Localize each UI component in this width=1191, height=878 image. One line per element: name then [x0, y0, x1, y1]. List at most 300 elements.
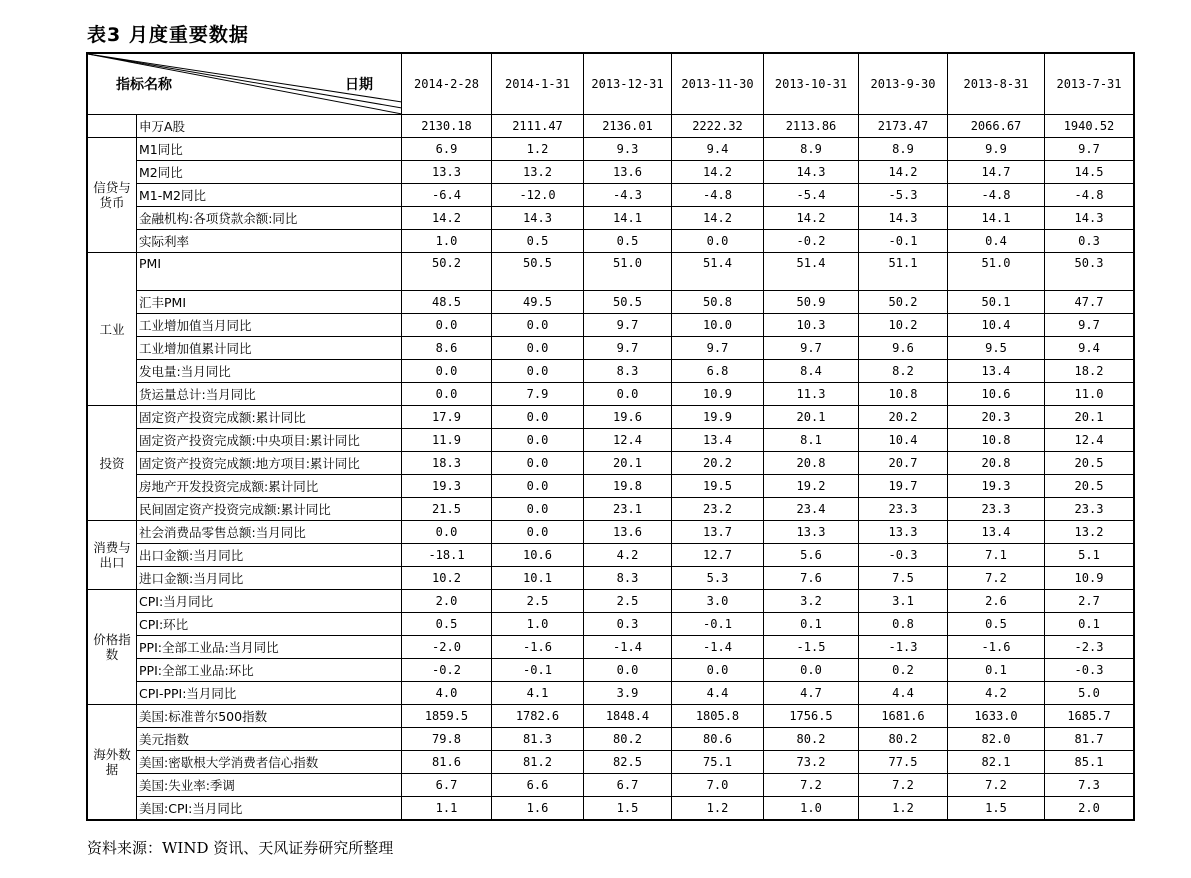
value-cell: 77.5: [859, 751, 948, 774]
value-cell: 14.3: [764, 161, 859, 184]
indicator-name-label: 指标名称: [116, 77, 172, 93]
value-cell: 51.4: [764, 253, 859, 291]
indicator-name-cell: 货运量总计:当月同比: [137, 383, 402, 406]
value-cell: 10.2: [859, 314, 948, 337]
value-cell: 20.5: [1045, 475, 1134, 498]
indicator-name-cell: PMI: [137, 253, 402, 291]
value-cell: 1.2: [859, 797, 948, 820]
indicator-name-cell: CPI:环比: [137, 613, 402, 636]
indicator-name-cell: 美国:失业率:季调: [137, 774, 402, 797]
value-cell: 82.1: [948, 751, 1045, 774]
value-cell: 8.1: [764, 429, 859, 452]
value-cell: 0.0: [492, 498, 584, 521]
value-cell: 50.1: [948, 291, 1045, 314]
value-cell: 82.0: [948, 728, 1045, 751]
value-cell: 1.5: [948, 797, 1045, 820]
value-cell: 8.9: [859, 138, 948, 161]
value-cell: 50.2: [402, 253, 492, 291]
value-cell: 85.1: [1045, 751, 1134, 774]
value-cell: 1.0: [402, 230, 492, 253]
value-cell: 1848.4: [584, 705, 672, 728]
value-cell: 20.5: [1045, 452, 1134, 475]
value-cell: -4.3: [584, 184, 672, 207]
table-row: [88, 383, 1134, 406]
value-cell: 19.8: [584, 475, 672, 498]
value-cell: 0.5: [948, 613, 1045, 636]
date-header: 2013-7-31: [1045, 54, 1134, 115]
value-cell: 1859.5: [402, 705, 492, 728]
indicator-name-cell: 工业增加值当月同比: [137, 314, 402, 337]
value-cell: 1681.6: [859, 705, 948, 728]
value-cell: 80.2: [764, 728, 859, 751]
category-cell: 工业: [88, 253, 137, 406]
value-cell: 1.0: [764, 797, 859, 820]
value-cell: 6.9: [402, 138, 492, 161]
table-row: [88, 115, 1134, 138]
value-cell: 13.3: [859, 521, 948, 544]
indicator-name-cell: 美国:标准普尔500指数: [137, 705, 402, 728]
indicator-name-cell: M1同比: [137, 138, 402, 161]
indicator-name-cell: 美元指数: [137, 728, 402, 751]
indicator-name-cell: 进口金额:当月同比: [137, 567, 402, 590]
value-cell: 82.5: [584, 751, 672, 774]
value-cell: 14.2: [764, 207, 859, 230]
value-cell: 9.7: [764, 337, 859, 360]
indicator-name-cell: PPI:全部工业品:环比: [137, 659, 402, 682]
value-cell: 13.2: [492, 161, 584, 184]
value-cell: -0.1: [492, 659, 584, 682]
value-cell: 0.0: [672, 659, 764, 682]
value-cell: 10.3: [764, 314, 859, 337]
value-cell: 2.7: [1045, 590, 1134, 613]
value-cell: 81.3: [492, 728, 584, 751]
value-cell: 1.5: [584, 797, 672, 820]
indicator-name-cell: 社会消费品零售总额:当月同比: [137, 521, 402, 544]
value-cell: 13.4: [948, 360, 1045, 383]
value-cell: 51.4: [672, 253, 764, 291]
value-cell: 14.7: [948, 161, 1045, 184]
value-cell: 7.2: [764, 774, 859, 797]
value-cell: 10.6: [948, 383, 1045, 406]
table-row: [88, 613, 1134, 636]
value-cell: 7.1: [948, 544, 1045, 567]
value-cell: 9.4: [1045, 337, 1134, 360]
value-cell: 14.1: [584, 207, 672, 230]
table-row: [88, 314, 1134, 337]
value-cell: 23.4: [764, 498, 859, 521]
value-cell: 0.0: [492, 360, 584, 383]
value-cell: 2113.86: [764, 115, 859, 138]
indicator-name-cell: 金融机构:各项贷款余额:同比: [137, 207, 402, 230]
table-row: [88, 230, 1134, 253]
value-cell: 10.6: [492, 544, 584, 567]
value-cell: 7.9: [492, 383, 584, 406]
value-cell: 23.1: [584, 498, 672, 521]
date-header: 2013-12-31: [584, 54, 672, 115]
value-cell: 8.9: [764, 138, 859, 161]
table-row: [88, 291, 1134, 314]
value-cell: 3.1: [859, 590, 948, 613]
value-cell: -12.0: [492, 184, 584, 207]
value-cell: 19.7: [859, 475, 948, 498]
value-cell: 14.2: [859, 161, 948, 184]
value-cell: 2136.01: [584, 115, 672, 138]
indicator-name-cell: 出口金额:当月同比: [137, 544, 402, 567]
value-cell: 0.0: [402, 383, 492, 406]
table-row: [88, 475, 1134, 498]
value-cell: 81.7: [1045, 728, 1134, 751]
value-cell: 4.4: [859, 682, 948, 705]
value-cell: 19.2: [764, 475, 859, 498]
indicator-name-cell: 美国:CPI:当月同比: [137, 797, 402, 820]
value-cell: 2111.47: [492, 115, 584, 138]
value-cell: 19.9: [672, 406, 764, 429]
indicator-name-cell: 民间固定资产投资完成额:累计同比: [137, 498, 402, 521]
value-cell: 13.6: [584, 521, 672, 544]
value-cell: 9.9: [948, 138, 1045, 161]
table-row: [88, 544, 1134, 567]
value-cell: 11.3: [764, 383, 859, 406]
value-cell: 0.1: [1045, 613, 1134, 636]
value-cell: 7.3: [1045, 774, 1134, 797]
value-cell: 1633.0: [948, 705, 1045, 728]
value-cell: 0.0: [764, 659, 859, 682]
indicator-name-cell: 工业增加值累计同比: [137, 337, 402, 360]
indicator-name-cell: 固定资产投资完成额:累计同比: [137, 406, 402, 429]
value-cell: 4.2: [584, 544, 672, 567]
value-cell: 20.8: [948, 452, 1045, 475]
indicator-name-cell: 实际利率: [137, 230, 402, 253]
value-cell: 2130.18: [402, 115, 492, 138]
indicator-name-cell: CPI:当月同比: [137, 590, 402, 613]
value-cell: 9.7: [672, 337, 764, 360]
value-cell: 14.3: [492, 207, 584, 230]
value-cell: 10.4: [948, 314, 1045, 337]
value-cell: 20.1: [1045, 406, 1134, 429]
value-cell: 19.6: [584, 406, 672, 429]
value-cell: 11.0: [1045, 383, 1134, 406]
value-cell: 5.3: [672, 567, 764, 590]
table-row: [88, 138, 1134, 161]
value-cell: 7.0: [672, 774, 764, 797]
value-cell: 0.0: [672, 230, 764, 253]
value-cell: 1940.52: [1045, 115, 1134, 138]
value-cell: 14.2: [672, 161, 764, 184]
value-cell: -2.0: [402, 636, 492, 659]
indicator-name-cell: 房地产开发投资完成额:累计同比: [137, 475, 402, 498]
table-row: [88, 406, 1134, 429]
value-cell: 10.8: [948, 429, 1045, 452]
table-row: [88, 682, 1134, 705]
value-cell: 1685.7: [1045, 705, 1134, 728]
indicator-name-cell: 美国:密歇根大学消费者信心指数: [137, 751, 402, 774]
value-cell: 7.2: [948, 774, 1045, 797]
value-cell: 9.6: [859, 337, 948, 360]
date-header: 2013-11-30: [672, 54, 764, 115]
value-cell: -18.1: [402, 544, 492, 567]
value-cell: 10.0: [672, 314, 764, 337]
value-cell: 7.2: [948, 567, 1045, 590]
value-cell: 0.0: [492, 452, 584, 475]
table-row: [88, 636, 1134, 659]
indicator-name-cell: M1-M2同比: [137, 184, 402, 207]
table-row: [88, 360, 1134, 383]
indicator-name-cell: PPI:全部工业品:当月同比: [137, 636, 402, 659]
value-cell: 20.1: [764, 406, 859, 429]
date-header: 2013-10-31: [764, 54, 859, 115]
value-cell: 0.0: [584, 383, 672, 406]
table-row: [88, 567, 1134, 590]
value-cell: 50.9: [764, 291, 859, 314]
value-cell: 0.5: [492, 230, 584, 253]
value-cell: 81.6: [402, 751, 492, 774]
value-cell: 1756.5: [764, 705, 859, 728]
value-cell: 9.7: [1045, 138, 1134, 161]
value-cell: 0.0: [402, 314, 492, 337]
value-cell: 20.2: [859, 406, 948, 429]
value-cell: 49.5: [492, 291, 584, 314]
value-cell: 1.2: [672, 797, 764, 820]
value-cell: 1805.8: [672, 705, 764, 728]
monthly-data-table: [87, 53, 1134, 820]
value-cell: 23.3: [1045, 498, 1134, 521]
value-cell: -6.4: [402, 184, 492, 207]
value-cell: 19.3: [402, 475, 492, 498]
value-cell: 4.0: [402, 682, 492, 705]
value-cell: 13.4: [948, 521, 1045, 544]
value-cell: 10.8: [859, 383, 948, 406]
value-cell: 0.1: [764, 613, 859, 636]
value-cell: 51.0: [584, 253, 672, 291]
category-cell: 海外数据: [88, 705, 137, 820]
value-cell: 21.5: [402, 498, 492, 521]
value-cell: 10.1: [492, 567, 584, 590]
value-cell: 0.8: [859, 613, 948, 636]
value-cell: 9.4: [672, 138, 764, 161]
table-row: [88, 590, 1134, 613]
value-cell: 6.8: [672, 360, 764, 383]
value-cell: 4.4: [672, 682, 764, 705]
value-cell: 50.3: [1045, 253, 1134, 291]
value-cell: 5.6: [764, 544, 859, 567]
value-cell: 0.5: [402, 613, 492, 636]
value-cell: 7.2: [859, 774, 948, 797]
indicator-name-cell: 汇丰PMI: [137, 291, 402, 314]
value-cell: 8.3: [584, 360, 672, 383]
value-cell: 2.0: [402, 590, 492, 613]
value-cell: -5.4: [764, 184, 859, 207]
value-cell: -1.6: [948, 636, 1045, 659]
value-cell: 14.3: [1045, 207, 1134, 230]
value-cell: 13.3: [402, 161, 492, 184]
value-cell: 13.6: [584, 161, 672, 184]
value-cell: 0.0: [492, 475, 584, 498]
value-cell: 12.7: [672, 544, 764, 567]
value-cell: 0.0: [492, 314, 584, 337]
value-cell: 2.5: [492, 590, 584, 613]
value-cell: 1.6: [492, 797, 584, 820]
value-cell: -0.1: [672, 613, 764, 636]
value-cell: 50.8: [672, 291, 764, 314]
value-cell: 1.0: [492, 613, 584, 636]
value-cell: 4.2: [948, 682, 1045, 705]
value-cell: 3.2: [764, 590, 859, 613]
value-cell: 3.9: [584, 682, 672, 705]
table-row: [88, 751, 1134, 774]
value-cell: 14.2: [672, 207, 764, 230]
value-cell: 8.3: [584, 567, 672, 590]
value-cell: 9.7: [584, 314, 672, 337]
value-cell: 20.2: [672, 452, 764, 475]
value-cell: 1.2: [492, 138, 584, 161]
value-cell: 0.0: [492, 406, 584, 429]
value-cell: 10.2: [402, 567, 492, 590]
value-cell: 13.4: [672, 429, 764, 452]
table-row: [88, 207, 1134, 230]
value-cell: 9.7: [584, 337, 672, 360]
value-cell: 5.0: [1045, 682, 1134, 705]
indicator-name-cell: 固定资产投资完成额:中央项目:累计同比: [137, 429, 402, 452]
value-cell: 10.9: [1045, 567, 1134, 590]
value-cell: 14.5: [1045, 161, 1134, 184]
date-header: 2013-8-31: [948, 54, 1045, 115]
value-cell: -1.6: [492, 636, 584, 659]
value-cell: 7.6: [764, 567, 859, 590]
value-cell: 0.2: [859, 659, 948, 682]
category-cell: 信贷与货币: [88, 138, 137, 253]
value-cell: 2222.32: [672, 115, 764, 138]
value-cell: 8.6: [402, 337, 492, 360]
header-row: [88, 54, 1134, 115]
source-note: 资料来源：WIND 资讯、天风证券研究所整理: [87, 839, 394, 857]
value-cell: 23.3: [859, 498, 948, 521]
value-cell: 14.2: [402, 207, 492, 230]
table-row: [88, 498, 1134, 521]
value-cell: 20.8: [764, 452, 859, 475]
table-row: [88, 452, 1134, 475]
value-cell: 47.7: [1045, 291, 1134, 314]
date-header: 2014-2-28: [402, 54, 492, 115]
value-cell: 80.2: [584, 728, 672, 751]
value-cell: 2.5: [584, 590, 672, 613]
value-cell: -1.5: [764, 636, 859, 659]
value-cell: 23.2: [672, 498, 764, 521]
value-cell: 6.7: [402, 774, 492, 797]
value-cell: -4.8: [672, 184, 764, 207]
value-cell: 1782.6: [492, 705, 584, 728]
value-cell: 13.2: [1045, 521, 1134, 544]
value-cell: 51.1: [859, 253, 948, 291]
table-title: 表3 月度重要数据: [87, 24, 249, 46]
value-cell: 10.9: [672, 383, 764, 406]
table-body: [88, 115, 1134, 820]
value-cell: 73.2: [764, 751, 859, 774]
value-cell: 79.8: [402, 728, 492, 751]
value-cell: 48.5: [402, 291, 492, 314]
value-cell: 50.2: [859, 291, 948, 314]
table-row: [88, 659, 1134, 682]
table-row: [88, 161, 1134, 184]
value-cell: 6.7: [584, 774, 672, 797]
date-label: 日期: [345, 77, 373, 93]
value-cell: 50.5: [584, 291, 672, 314]
value-cell: 20.1: [584, 452, 672, 475]
category-cell: [88, 115, 137, 138]
value-cell: 14.3: [859, 207, 948, 230]
value-cell: 12.4: [1045, 429, 1134, 452]
value-cell: 80.6: [672, 728, 764, 751]
date-header: 2014-1-31: [492, 54, 584, 115]
value-cell: 5.1: [1045, 544, 1134, 567]
value-cell: -1.3: [859, 636, 948, 659]
value-cell: 0.0: [402, 360, 492, 383]
value-cell: 1.1: [402, 797, 492, 820]
value-cell: 19.3: [948, 475, 1045, 498]
value-cell: 0.0: [492, 521, 584, 544]
value-cell: 0.3: [584, 613, 672, 636]
value-cell: 6.6: [492, 774, 584, 797]
value-cell: 0.1: [948, 659, 1045, 682]
category-cell: 价格指数: [88, 590, 137, 705]
value-cell: 23.3: [948, 498, 1045, 521]
table-row: [88, 705, 1134, 728]
value-cell: -5.3: [859, 184, 948, 207]
table-row: [88, 337, 1134, 360]
value-cell: -0.2: [402, 659, 492, 682]
value-cell: 2066.67: [948, 115, 1045, 138]
value-cell: -0.1: [859, 230, 948, 253]
indicator-name-cell: 申万A股: [137, 115, 402, 138]
value-cell: 3.0: [672, 590, 764, 613]
value-cell: 4.7: [764, 682, 859, 705]
value-cell: 9.7: [1045, 314, 1134, 337]
value-cell: 0.4: [948, 230, 1045, 253]
table-row: [88, 184, 1134, 207]
date-header: 2013-9-30: [859, 54, 948, 115]
value-cell: 20.7: [859, 452, 948, 475]
category-cell: 消费与出口: [88, 521, 137, 590]
value-cell: 13.7: [672, 521, 764, 544]
value-cell: 9.5: [948, 337, 1045, 360]
value-cell: -1.4: [584, 636, 672, 659]
value-cell: 18.2: [1045, 360, 1134, 383]
value-cell: 10.4: [859, 429, 948, 452]
value-cell: 50.5: [492, 253, 584, 291]
value-cell: -0.2: [764, 230, 859, 253]
indicator-name-cell: CPI-PPI:当月同比: [137, 682, 402, 705]
category-cell: 投资: [88, 406, 137, 521]
value-cell: 14.1: [948, 207, 1045, 230]
table-row: [88, 774, 1134, 797]
value-cell: 0.3: [1045, 230, 1134, 253]
value-cell: 8.2: [859, 360, 948, 383]
value-cell: 81.2: [492, 751, 584, 774]
value-cell: -4.8: [948, 184, 1045, 207]
table-row: [88, 429, 1134, 452]
value-cell: 7.5: [859, 567, 948, 590]
value-cell: 20.3: [948, 406, 1045, 429]
value-cell: 75.1: [672, 751, 764, 774]
value-cell: 19.5: [672, 475, 764, 498]
value-cell: 8.4: [764, 360, 859, 383]
value-cell: 2.0: [1045, 797, 1134, 820]
value-cell: 0.0: [492, 429, 584, 452]
value-cell: 18.3: [402, 452, 492, 475]
value-cell: -4.8: [1045, 184, 1134, 207]
value-cell: 80.2: [859, 728, 948, 751]
value-cell: 51.0: [948, 253, 1045, 291]
table-row: [88, 797, 1134, 820]
